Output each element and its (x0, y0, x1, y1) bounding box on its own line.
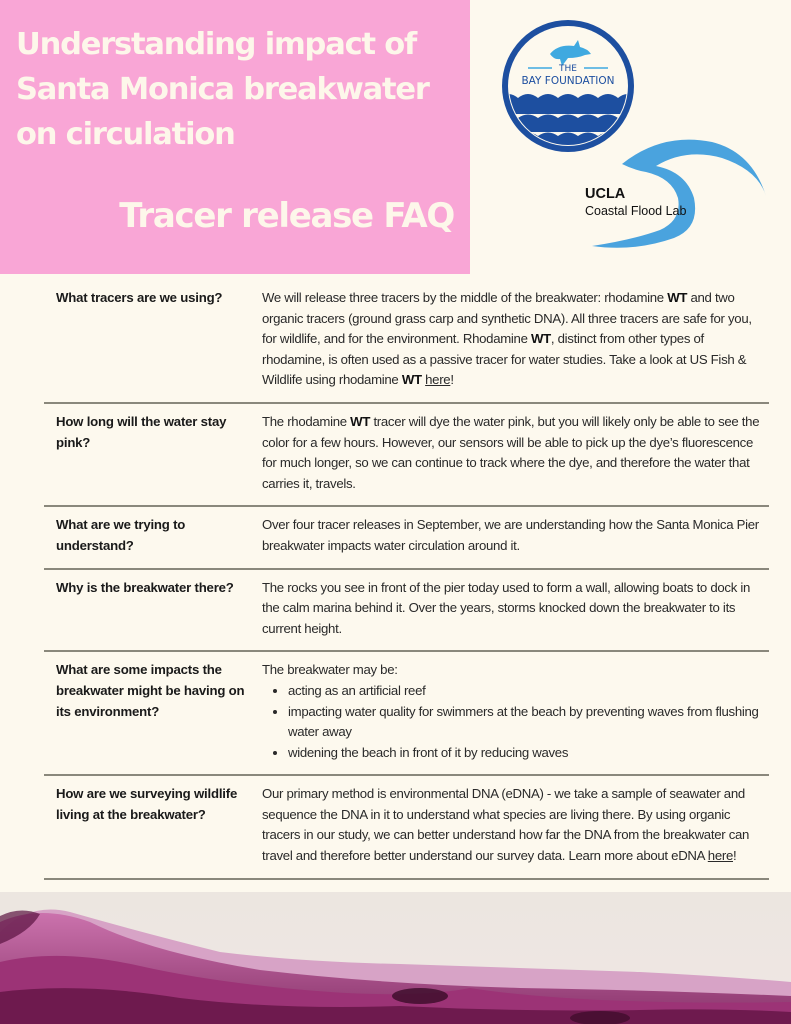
answer-intro: The breakwater may be: (262, 662, 398, 678)
impact-list (262, 681, 769, 763)
answer-text: ! (450, 372, 454, 388)
faq-question: How are we surveying wildlife living at the breakwater? (56, 786, 238, 822)
answer-bold: WT (530, 331, 551, 347)
header-banner (0, 0, 470, 274)
faq-row (44, 404, 769, 507)
faq-question: What are some impacts the breakwater might be having on its environment? (56, 662, 245, 719)
answer-text: The rhodamine (262, 413, 351, 429)
answer-text: We will release three tracers by the middle of the breakwater: rhodamine (262, 290, 668, 305)
faq-row (44, 652, 769, 776)
ucla-name: UCLA (585, 186, 626, 202)
bay-logo-line2: BAY FOUNDATION (521, 75, 615, 87)
answer-text: , distinct from other types of rhodamine, is often used as a passive tracer for water studies. Take a look at US Fish & Wildlife using rhodamine (262, 331, 747, 388)
list-item: • acting as an artificial reef (288, 681, 769, 702)
faq-question: Why is the breakwater there? (56, 579, 234, 595)
page-title: Understanding impact of Santa Monica breakwater on circulation (16, 27, 429, 152)
bay-foundation-logo (498, 16, 638, 156)
faq-row (44, 280, 769, 404)
faq-answer: The rocks you see in front of the pier today used to form a wall, allowing boats to dock in the calm marina behind it. Over the years, storms knocked down the breakwater to its current height. (262, 579, 751, 636)
faq-row (44, 570, 769, 653)
list-item: • impacting water quality for swimmers at the beach by preventing waves from flushing water away (288, 702, 769, 743)
faq-question: How long will the water stay pink? (56, 413, 227, 450)
page-subtitle: Tracer release FAQ (119, 196, 454, 236)
ucla-lab-name: Coastal Flood Lab (585, 204, 687, 218)
faq-question: What tracers are we using? (56, 290, 223, 305)
faq-row (44, 776, 769, 879)
edna-link[interactable]: here (707, 848, 733, 864)
bay-logo-line1: THE (559, 64, 577, 74)
answer-bold: WT (667, 290, 688, 305)
faq-answer (262, 660, 769, 763)
answer-bold: WT (401, 372, 422, 388)
faq-answer (262, 412, 769, 494)
pink-water-photo (0, 892, 791, 1024)
faq-row (44, 507, 769, 569)
answer-bold: WT (350, 413, 371, 429)
answer-text: tracer will dye the water pink, but you will likely only be able to see the color for a few hours. However, our sensors will be able to pick up the dye’s fluorescence for much longer, so we can continue to track where the dye, and therefore the water that carries it, travels. (262, 413, 760, 491)
faq-question: What are we trying to understand? (56, 517, 186, 553)
faq-answer (262, 784, 769, 866)
answer-text: Our primary method is environmental DNA (eDNA) - we take a sample of seawater and sequence the DNA in it to understand what species are living there. By using organic tracers in our study, we can better understand how far the DNA from the breakwater can travel and therefore better understand our survey data. Learn more about eDNA (262, 786, 750, 864)
list-item: • widening the beach in front of it by reducing waves (288, 743, 769, 764)
faq-answer (262, 288, 769, 391)
ucla-logo-text (585, 185, 686, 219)
faq-table (44, 280, 769, 880)
answer-text: and two organic tracers (ground grass carp and synthetic DNA). All three tracers are safe for you, for wildlife, and for the environment. Rhodamine (262, 290, 752, 347)
faq-answer: Over four tracer releases in September, we are understanding how the Santa Monica Pier breakwater impacts water circulation around it. (262, 517, 759, 553)
answer-text: ! (732, 848, 737, 864)
fws-rhodamine-link[interactable]: here (425, 372, 451, 388)
